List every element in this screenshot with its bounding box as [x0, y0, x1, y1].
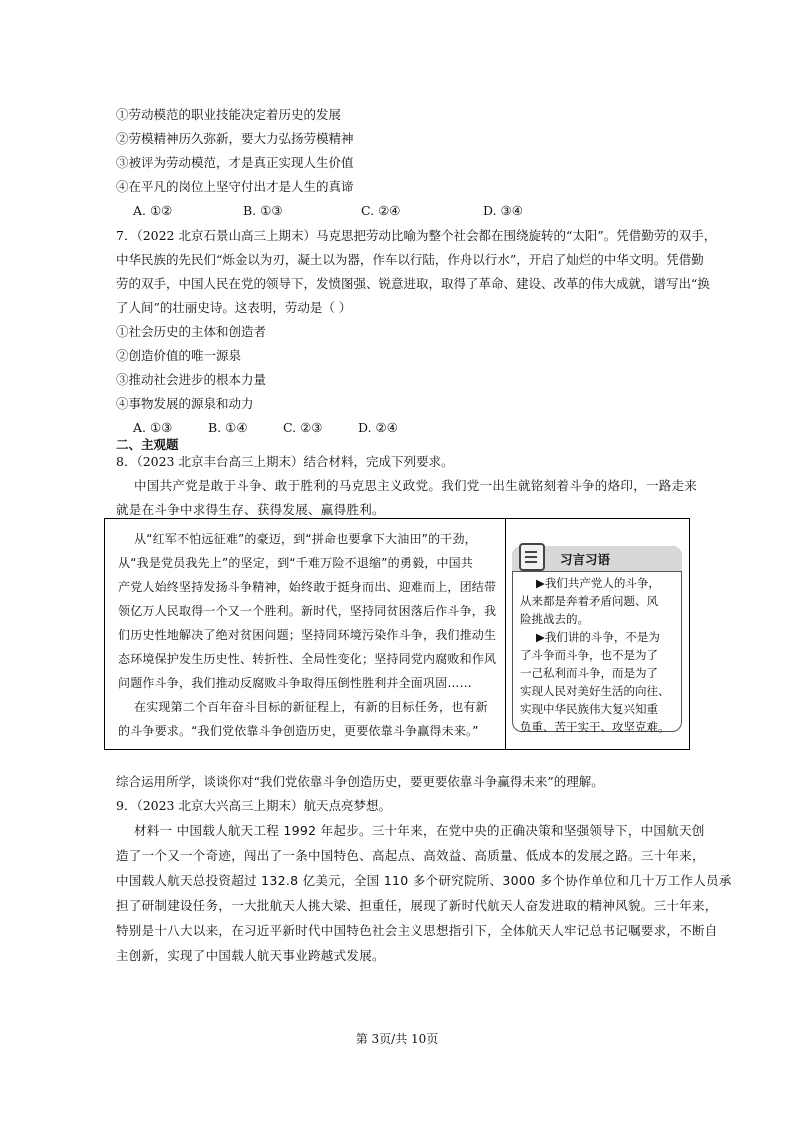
q7-choice-b: B. ①④ — [208, 420, 248, 435]
q7-stem-line-4: 了人间”的壮丽史诗。这表明，劳动是（ ） — [116, 300, 352, 315]
material-line: 的斗争要求。“我们党依靠斗争创造历史，更要依靠斗争赢得未来。” — [118, 724, 479, 738]
q6-option-1: ①劳动模范的职业技能决定着历史的发展 — [116, 107, 342, 122]
q9-material-line: 担了研制建设任务，一大批航天人挑大梁、担重任，展现了新时代航天人奋发进取的精神风貌。三十年来， — [116, 898, 718, 913]
material-box-divider — [505, 518, 506, 750]
q6-option-3: ③被评为劳动模范，才是真正实现人生价值 — [116, 155, 354, 170]
q9-title: 9．（2023 北京大兴高三上期末）航天点亮梦想。 — [116, 798, 391, 813]
q7-option-4: ④事物发展的源泉和动力 — [116, 396, 254, 411]
q8-question: 综合运用所学，谈谈你对“我们党依靠斗争创造历史，要更要依靠斗争赢得未来”的理解。 — [116, 774, 604, 789]
quote-line: 实现人民对美好生活的向往、 — [520, 684, 670, 698]
quote-line: 从来都是奔着矛盾问题、风 — [520, 594, 658, 608]
quote-line: 实现中华民族伟大复兴知重 — [520, 702, 658, 716]
material-line: 从“我是党员我先上”的坚定，到“千难万险不退缩”的勇毅，中国共 — [118, 556, 474, 570]
q7-option-2: ②创造价值的唯一源泉 — [116, 348, 242, 363]
q6-choice-c: C. ②④ — [361, 203, 401, 218]
material-line: 问题作斗争，我们推动反腐败斗争取得压倒性胜利并全面巩固…… — [118, 676, 472, 690]
section-title: 二、主观题 — [116, 437, 179, 452]
book-icon — [519, 543, 545, 571]
q7-option-3: ③推动社会进步的根本力量 — [116, 372, 267, 387]
quote-line: ▶我们共产党人的斗争， — [536, 576, 660, 590]
q7-option-1: ①社会历史的主体和创造者 — [116, 324, 267, 339]
q9-material-line: 特别是十八大以来，在习近平新时代中国特色社会主义思想指引下，全体航天人牢记总书记嘱要求，不断自 — [116, 923, 718, 938]
quote-line: 险挑战去的。 — [520, 612, 589, 626]
q9-material-line: 材料一 中国载人航天工程 1992 年起步。三十年来，在党中央的正确决策和坚强领导下，中国航天创 — [134, 823, 705, 838]
material-line: 在实现第二个百年奋斗目标的新征程上，有新的目标任务，也有新 — [134, 700, 488, 714]
material-line: 从“红军不怕远征难”的豪迈，到“拼命也要拿下大油田”的干劲， — [134, 532, 477, 546]
q7-choice-c: C. ②③ — [283, 420, 323, 435]
q6-choices — [133, 202, 523, 220]
q8-intro-line-1: 中国共产党是敢于斗争、敢于胜利的马克思主义政党。我们党一出生就铭刻着斗争的烙印，一路走来 — [134, 478, 698, 493]
quote-card-title: 习言习语 — [560, 552, 611, 567]
quote-line: ▶我们讲的斗争，不是为 — [536, 630, 660, 644]
material-line: 领亿万人民取得一个又一个胜利。新时代，坚持同贫困落后作斗争，我 — [118, 604, 497, 618]
page-footer: 第 3页/共 10页 — [355, 1032, 439, 1046]
q7-choice-d: D. ②④ — [358, 420, 398, 435]
q6-choice-d: D. ③④ — [483, 203, 523, 218]
q6-option-4: ④在平凡的岗位上坚守付出才是人生的真谛 — [116, 179, 354, 194]
q8-intro-line-2: 就是在斗争中求得生存、获得发展、赢得胜利。 — [116, 502, 385, 517]
q7-choice-a: A. ①③ — [133, 420, 173, 435]
q7-stem-line-1: 7．（2022 北京石景山高三上期末）马克思把劳动比喻为整个社会都在围绕旋转的“太阳”。凭借勤劳的双手， — [116, 228, 717, 243]
quote-line: 负重、苦干实干、攻坚克难。 — [520, 720, 670, 734]
q8-title: 8．（2023 北京丰台高三上期末）结合材料，完成下列要求。 — [116, 454, 454, 469]
material-line: 产党人始终坚持发扬斗争精神，始终敢于挺身而出、迎难而上，团结带 — [118, 580, 497, 594]
q7-stem-line-3: 劳的双手，中国人民在党的领导下，发愤图强、锐意进取，取得了革命、建设、改革的伟大成就，谱写出“换 — [116, 276, 710, 291]
q6-option-2: ②劳模精神历久弥新，要大力弘扬劳模精神 — [116, 131, 354, 146]
q9-material-line: 造了一个又一个奇迹，闯出了一条中国特色、高起点、高效益、高质量、低成本的发展之路。三十年来， — [116, 848, 705, 863]
q6-choice-b: B. ①③ — [243, 203, 283, 218]
q7-choices — [133, 419, 398, 437]
q9-material-line: 中国载人航天总投资超过 132.8 亿美元，全国 110 多个研究院所、3000 多个协作单位和几十万工作人员承 — [116, 873, 732, 888]
q7-stem-line-2: 中华民族的先民们“烁金以为刃，凝土以为器，作车以行陆，作舟以行水”，开启了灿烂的中华文明。凭借勤 — [116, 252, 704, 267]
quote-line: 了斗争而斗争，也不是为了 — [520, 648, 658, 662]
material-line: 们历史性地解决了绝对贫困问题；坚持同环境污染作斗争，我们推动生 — [118, 628, 497, 642]
quote-line: 一己私利而斗争，而是为了 — [520, 666, 658, 680]
q6-choice-a: A. ①② — [133, 203, 173, 218]
q9-material-line: 主创新，实现了中国载人航天事业跨越式发展。 — [116, 948, 385, 963]
material-line: 态环境保护发生历史性、转折性、全局性变化；坚持同党内腐败和作风 — [118, 652, 497, 666]
